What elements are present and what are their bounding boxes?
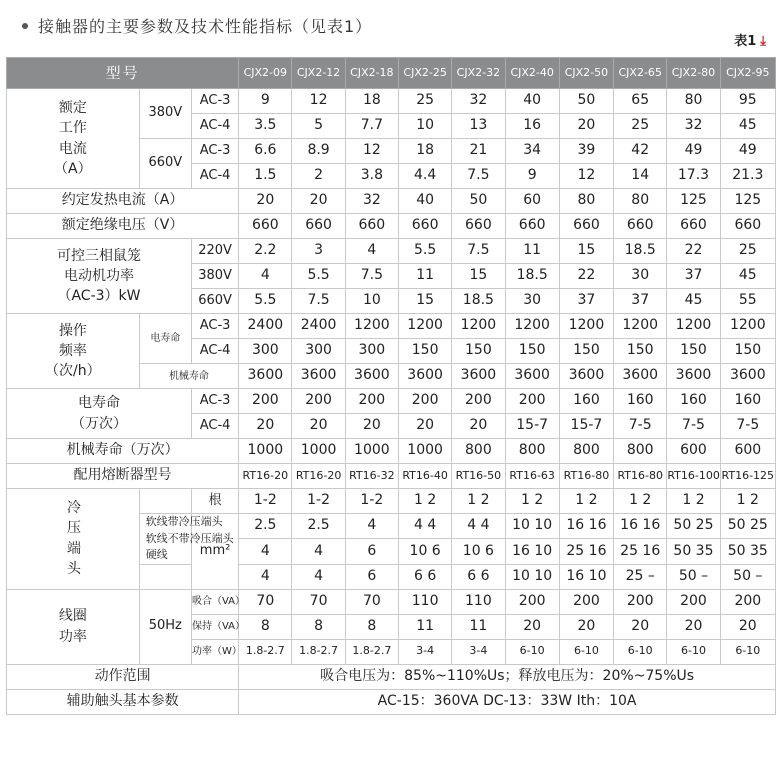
table-cell: 600 bbox=[667, 439, 720, 464]
table-cell: 45 bbox=[720, 264, 775, 289]
table-cell: 110 bbox=[398, 589, 451, 614]
table-cell: 20 bbox=[239, 414, 292, 439]
table-cell: 20 bbox=[505, 614, 559, 639]
table-cell: 1.8-2.7 bbox=[292, 639, 345, 664]
sub-label: 吸合（VA） bbox=[191, 589, 238, 614]
table-cell: 2.5 bbox=[239, 514, 292, 539]
freq-label: 50Hz bbox=[139, 589, 191, 664]
table-cell: RT16-80 bbox=[559, 464, 613, 489]
header-model: CJX2-40 bbox=[505, 58, 559, 89]
table-ref bbox=[734, 30, 766, 49]
table-cell: 3.5 bbox=[239, 114, 292, 139]
aux-contact-value: AC-15：360VA DC-13：33W Ith：10A bbox=[239, 689, 776, 714]
table-cell: 4 bbox=[239, 264, 292, 289]
table-cell: 2.5 bbox=[292, 514, 345, 539]
table-cell: 16 16 bbox=[559, 514, 613, 539]
ac-class-label: AC-4 bbox=[191, 339, 238, 364]
table-cell: 660 bbox=[505, 214, 559, 239]
table-cell: 20 bbox=[667, 614, 720, 639]
unit-label: mm² bbox=[191, 514, 238, 590]
table-cell: 42 bbox=[614, 139, 667, 164]
table-cell: 160 bbox=[667, 389, 720, 414]
table-cell: 7.7 bbox=[345, 114, 398, 139]
table-cell: 95 bbox=[720, 89, 775, 114]
table-cell: 200 bbox=[667, 589, 720, 614]
table-cell: 30 bbox=[614, 264, 667, 289]
table-cell: 5.5 bbox=[292, 264, 345, 289]
table-cell: 34 bbox=[505, 139, 559, 164]
ac-class-label: AC-3 bbox=[191, 89, 238, 114]
table-cell: 15-7 bbox=[505, 414, 559, 439]
table-cell: RT16-20 bbox=[292, 464, 345, 489]
table-cell: 50 – bbox=[667, 564, 720, 589]
page-title bbox=[22, 14, 372, 37]
table-cell: 22 bbox=[559, 264, 613, 289]
table-cell: 60 bbox=[505, 189, 559, 214]
spec-table bbox=[6, 57, 776, 715]
table-cell: 11 bbox=[452, 614, 505, 639]
table-cell: 6 6 bbox=[452, 564, 505, 589]
table-cell: 300 bbox=[292, 339, 345, 364]
table-row bbox=[7, 439, 776, 464]
table-cell: 800 bbox=[614, 439, 667, 464]
ac-class-label: AC-3 bbox=[191, 314, 238, 339]
rated-current-label: 额定 工作 电流 （A） bbox=[7, 89, 140, 189]
voltage-label: 220V bbox=[191, 239, 238, 264]
table-cell: 660 bbox=[292, 214, 345, 239]
row-label: 辅助触头基本参数 bbox=[7, 689, 239, 714]
table-cell: 150 bbox=[667, 339, 720, 364]
table-cell: 800 bbox=[505, 439, 559, 464]
table-cell: 1200 bbox=[452, 314, 505, 339]
table-row bbox=[7, 58, 776, 89]
table-cell: 150 bbox=[452, 339, 505, 364]
table-cell: 8 bbox=[345, 614, 398, 639]
table-cell: 6-10 bbox=[505, 639, 559, 664]
voltage-label: 380V bbox=[139, 89, 191, 139]
table-cell: 1 2 bbox=[452, 489, 505, 514]
table-cell: 1.5 bbox=[239, 164, 292, 189]
table-cell: 20 bbox=[398, 414, 451, 439]
bullet-dot bbox=[22, 23, 28, 29]
row-label: 配用熔断器型号 bbox=[7, 464, 239, 489]
table-cell: 4 bbox=[239, 564, 292, 589]
table-cell: 15 bbox=[452, 264, 505, 289]
header-model: CJX2-18 bbox=[345, 58, 398, 89]
table-cell: 160 bbox=[614, 389, 667, 414]
sub-label: 功率（W） bbox=[191, 639, 238, 664]
table-cell: 3600 bbox=[720, 364, 775, 389]
table-row bbox=[7, 664, 776, 689]
table-cell: 3600 bbox=[345, 364, 398, 389]
table-cell: 1200 bbox=[667, 314, 720, 339]
table-cell: 50 25 bbox=[667, 514, 720, 539]
coil-label: 线圈 功率 bbox=[7, 589, 140, 664]
table-cell: 3-4 bbox=[398, 639, 451, 664]
sub-label: 电寿命 bbox=[139, 314, 191, 364]
table-row bbox=[7, 89, 776, 114]
table-cell: RT16-80 bbox=[614, 464, 667, 489]
table-cell: 22 bbox=[667, 239, 720, 264]
table-cell: 10 bbox=[398, 114, 451, 139]
table-cell: 3600 bbox=[667, 364, 720, 389]
header-model: CJX2-12 bbox=[292, 58, 345, 89]
table-row bbox=[7, 464, 776, 489]
table-cell: 30 bbox=[505, 289, 559, 314]
table-cell: 6-10 bbox=[614, 639, 667, 664]
header-model-label: 型号 bbox=[7, 58, 239, 89]
table-cell: 15-7 bbox=[559, 414, 613, 439]
table-cell: 200 bbox=[505, 589, 559, 614]
table-cell: 8 bbox=[239, 614, 292, 639]
table-cell: 6-10 bbox=[559, 639, 613, 664]
table-cell: 49 bbox=[667, 139, 720, 164]
table-cell: 8 bbox=[292, 614, 345, 639]
table-cell: 3.8 bbox=[345, 164, 398, 189]
table-cell: 25 16 bbox=[559, 539, 613, 564]
table-cell: 32 bbox=[452, 89, 505, 114]
table-cell: 160 bbox=[559, 389, 613, 414]
table-cell bbox=[139, 489, 191, 514]
table-cell: 37 bbox=[559, 289, 613, 314]
table-cell: 10 10 bbox=[505, 514, 559, 539]
ac-class-label: AC-3 bbox=[191, 139, 238, 164]
table-cell: 15 bbox=[559, 239, 613, 264]
table-cell: 20 bbox=[559, 114, 613, 139]
table-cell: 20 bbox=[720, 614, 775, 639]
table-cell: 11 bbox=[505, 239, 559, 264]
table-cell: 200 bbox=[292, 389, 345, 414]
table-cell: 37 bbox=[667, 264, 720, 289]
elec-life-label: 电寿命 （万次） bbox=[7, 389, 192, 439]
table-cell: 4 bbox=[292, 539, 345, 564]
table-cell: 16 10 bbox=[559, 564, 613, 589]
header-model: CJX2-65 bbox=[614, 58, 667, 89]
table-cell: 25 bbox=[720, 239, 775, 264]
table-row bbox=[7, 239, 776, 264]
table-cell: 600 bbox=[720, 439, 775, 464]
ac-class-label: AC-4 bbox=[191, 114, 238, 139]
table-cell: 3600 bbox=[614, 364, 667, 389]
table-cell: 16 bbox=[505, 114, 559, 139]
table-row bbox=[7, 214, 776, 239]
table-cell: 800 bbox=[559, 439, 613, 464]
table-cell: 6 6 bbox=[398, 564, 451, 589]
table-cell: 125 bbox=[667, 189, 720, 214]
table-cell: 660 bbox=[720, 214, 775, 239]
table-cell: 1-2 bbox=[239, 489, 292, 514]
table-cell: 150 bbox=[398, 339, 451, 364]
table-cell: 50 25 bbox=[720, 514, 775, 539]
table-cell: 4 bbox=[345, 514, 398, 539]
table-cell: 50 bbox=[452, 189, 505, 214]
table-row bbox=[7, 489, 776, 514]
table-cell: 4 4 bbox=[398, 514, 451, 539]
table-cell: 2.2 bbox=[239, 239, 292, 264]
table-cell: 25 bbox=[614, 114, 667, 139]
table-cell: 10 bbox=[345, 289, 398, 314]
table-cell: 200 bbox=[398, 389, 451, 414]
table-cell: 6.6 bbox=[239, 139, 292, 164]
table-cell: 3600 bbox=[398, 364, 451, 389]
table-cell: 1200 bbox=[398, 314, 451, 339]
table-cell: RT16-125 bbox=[720, 464, 775, 489]
table-cell: 39 bbox=[559, 139, 613, 164]
table-cell: 660 bbox=[239, 214, 292, 239]
table-cell: 3 bbox=[292, 239, 345, 264]
table-cell: 1200 bbox=[559, 314, 613, 339]
table-cell: 40 bbox=[398, 189, 451, 214]
table-cell: 80 bbox=[614, 189, 667, 214]
motor-power-label: 可控三相鼠笼 电动机功率 （AC-3）kW bbox=[7, 239, 192, 314]
table-cell: 11 bbox=[398, 614, 451, 639]
table-cell: 1200 bbox=[720, 314, 775, 339]
table-cell: 2400 bbox=[292, 314, 345, 339]
table-cell: 7.5 bbox=[452, 164, 505, 189]
table-cell: 20 bbox=[559, 614, 613, 639]
action-range-value: 吸合电压为：85%~110%Us；释放电压为：20%~75%Us bbox=[239, 664, 776, 689]
table-cell: 1.8-2.7 bbox=[345, 639, 398, 664]
table-cell: 70 bbox=[239, 589, 292, 614]
table-cell: 6 bbox=[345, 539, 398, 564]
table-cell: 660 bbox=[559, 214, 613, 239]
table-cell: 12 bbox=[345, 139, 398, 164]
table-cell: 17.3 bbox=[667, 164, 720, 189]
table-cell: 50 – bbox=[720, 564, 775, 589]
table-cell: 1000 bbox=[239, 439, 292, 464]
table-cell: 32 bbox=[667, 114, 720, 139]
table-cell: 6 bbox=[345, 564, 398, 589]
table-cell: 300 bbox=[239, 339, 292, 364]
table-cell: 150 bbox=[505, 339, 559, 364]
table-cell: 37 bbox=[614, 289, 667, 314]
table-cell: 20 bbox=[452, 414, 505, 439]
sub-label: 机械寿命 bbox=[139, 364, 239, 389]
table-cell: 660 bbox=[345, 214, 398, 239]
header-model: CJX2-25 bbox=[398, 58, 451, 89]
table-cell: 1 2 bbox=[505, 489, 559, 514]
table-cell: RT16-32 bbox=[345, 464, 398, 489]
table-cell: 7.5 bbox=[345, 264, 398, 289]
table-cell: RT16-100 bbox=[667, 464, 720, 489]
table-cell: 1200 bbox=[345, 314, 398, 339]
table-cell: 40 bbox=[505, 89, 559, 114]
table-cell: 50 35 bbox=[720, 539, 775, 564]
table-cell: 1 2 bbox=[398, 489, 451, 514]
table-cell: 2 bbox=[292, 164, 345, 189]
table-cell: 25 – bbox=[614, 564, 667, 589]
table-cell: 7-5 bbox=[720, 414, 775, 439]
table-cell: 20 bbox=[292, 189, 345, 214]
table-cell: 1200 bbox=[614, 314, 667, 339]
table-cell: 65 bbox=[614, 89, 667, 114]
table-cell: 150 bbox=[720, 339, 775, 364]
table-cell: 3600 bbox=[452, 364, 505, 389]
table-cell: 5.5 bbox=[239, 289, 292, 314]
table-cell: 80 bbox=[559, 189, 613, 214]
table-cell: 1.8-2.7 bbox=[239, 639, 292, 664]
table-cell: RT16-50 bbox=[452, 464, 505, 489]
table-cell: 45 bbox=[720, 114, 775, 139]
table-cell: 18.5 bbox=[505, 264, 559, 289]
table-cell: 200 bbox=[559, 589, 613, 614]
table-cell: 150 bbox=[614, 339, 667, 364]
table-cell: 70 bbox=[292, 589, 345, 614]
table-cell: 200 bbox=[720, 589, 775, 614]
table-cell: 10 10 bbox=[505, 564, 559, 589]
table-cell: 18.5 bbox=[614, 239, 667, 264]
table-cell: 160 bbox=[720, 389, 775, 414]
table-cell: 6-10 bbox=[720, 639, 775, 664]
table-cell: 110 bbox=[452, 589, 505, 614]
table-cell: 11 bbox=[398, 264, 451, 289]
table-cell: 9 bbox=[505, 164, 559, 189]
table-cell: 49 bbox=[720, 139, 775, 164]
table-cell: 32 bbox=[345, 189, 398, 214]
ac-class-label: AC-3 bbox=[191, 389, 238, 414]
table-cell: 15 bbox=[398, 289, 451, 314]
table-cell: 10 6 bbox=[398, 539, 451, 564]
table-cell: 1 2 bbox=[720, 489, 775, 514]
table-cell: 80 bbox=[667, 89, 720, 114]
unit-label: 根 bbox=[191, 489, 238, 514]
table-row bbox=[7, 689, 776, 714]
table-cell: RT16-63 bbox=[505, 464, 559, 489]
row-label: 约定发热电流（A） bbox=[7, 189, 239, 214]
table-cell: 660 bbox=[614, 214, 667, 239]
table-cell: 16 16 bbox=[614, 514, 667, 539]
header-model: CJX2-80 bbox=[667, 58, 720, 89]
table-cell: 16 10 bbox=[505, 539, 559, 564]
header-model: CJX2-09 bbox=[239, 58, 292, 89]
ac-class-label: AC-4 bbox=[191, 164, 238, 189]
table-cell: 800 bbox=[452, 439, 505, 464]
table-cell: 7-5 bbox=[614, 414, 667, 439]
voltage-label: 380V bbox=[191, 264, 238, 289]
table-cell: 18 bbox=[345, 89, 398, 114]
table-cell: 1000 bbox=[292, 439, 345, 464]
table-cell: 25 bbox=[398, 89, 451, 114]
table-cell: 50 bbox=[559, 89, 613, 114]
table-cell: 660 bbox=[667, 214, 720, 239]
table-cell: 1-2 bbox=[292, 489, 345, 514]
table-cell: 55 bbox=[720, 289, 775, 314]
sub-label: 保持（VA） bbox=[191, 614, 238, 639]
table-cell: 2400 bbox=[239, 314, 292, 339]
table-cell: 660 bbox=[452, 214, 505, 239]
terminal-desc: 软线带冷压端头 软线不带冷压端头 硬线 bbox=[139, 514, 191, 565]
arrow-down-icon: ⤓ bbox=[760, 34, 766, 49]
table-cell: 3600 bbox=[505, 364, 559, 389]
table-cell: 50 35 bbox=[667, 539, 720, 564]
voltage-label: 660V bbox=[139, 139, 191, 189]
table-cell: 200 bbox=[614, 589, 667, 614]
table-cell: 4 bbox=[345, 239, 398, 264]
table-cell: 7-5 bbox=[667, 414, 720, 439]
header-model: CJX2-50 bbox=[559, 58, 613, 89]
table-cell: RT16-40 bbox=[398, 464, 451, 489]
row-label: 机械寿命（万次） bbox=[7, 439, 239, 464]
header-model: CJX2-95 bbox=[720, 58, 775, 89]
table-cell: 1 2 bbox=[559, 489, 613, 514]
op-freq-label: 操作 频率 （次/h） bbox=[7, 314, 140, 389]
table-cell: 200 bbox=[345, 389, 398, 414]
table-cell: 125 bbox=[720, 189, 775, 214]
table-cell: 300 bbox=[345, 339, 398, 364]
row-label: 动作范围 bbox=[7, 664, 239, 689]
voltage-label: 660V bbox=[191, 289, 238, 314]
table-cell: 3600 bbox=[559, 364, 613, 389]
table-cell: 200 bbox=[505, 389, 559, 414]
table-cell: 1-2 bbox=[345, 489, 398, 514]
table-row bbox=[7, 589, 776, 614]
table-cell: 20 bbox=[614, 614, 667, 639]
table-cell: 3-4 bbox=[452, 639, 505, 664]
ac-class-label: AC-4 bbox=[191, 414, 238, 439]
table-cell: 200 bbox=[239, 389, 292, 414]
table-cell bbox=[139, 564, 191, 589]
table-cell: 7.5 bbox=[452, 239, 505, 264]
table-cell: 1000 bbox=[398, 439, 451, 464]
table-row bbox=[7, 389, 776, 414]
table-cell: 18.5 bbox=[452, 289, 505, 314]
table-cell: 70 bbox=[345, 589, 398, 614]
table-cell: 18 bbox=[398, 139, 451, 164]
table-cell: 12 bbox=[559, 164, 613, 189]
row-label: 额定绝缘电压（V） bbox=[7, 214, 239, 239]
table-cell: 20 bbox=[345, 414, 398, 439]
table-cell: 14 bbox=[614, 164, 667, 189]
table-cell: 1 2 bbox=[667, 489, 720, 514]
table-cell: 20 bbox=[292, 414, 345, 439]
table-cell: 1200 bbox=[505, 314, 559, 339]
table-cell: 21 bbox=[452, 139, 505, 164]
table-cell: 4 bbox=[239, 539, 292, 564]
table-cell: 1000 bbox=[345, 439, 398, 464]
table-cell: 4 bbox=[292, 564, 345, 589]
table-cell: 12 bbox=[292, 89, 345, 114]
table-row bbox=[7, 189, 776, 214]
table-cell: 200 bbox=[452, 389, 505, 414]
table-cell: 150 bbox=[559, 339, 613, 364]
header-model: CJX2-32 bbox=[452, 58, 505, 89]
table-cell: 6-10 bbox=[667, 639, 720, 664]
table-cell: RT16-20 bbox=[239, 464, 292, 489]
table-cell: 21.3 bbox=[720, 164, 775, 189]
table-cell: 4.4 bbox=[398, 164, 451, 189]
table-cell: 660 bbox=[398, 214, 451, 239]
table-ref-label: 表1 bbox=[734, 34, 757, 49]
table-cell: 8.9 bbox=[292, 139, 345, 164]
table-cell: 9 bbox=[239, 89, 292, 114]
table-cell: 25 16 bbox=[614, 539, 667, 564]
table-cell: 3600 bbox=[239, 364, 292, 389]
table-cell: 5 bbox=[292, 114, 345, 139]
table-cell: 10 6 bbox=[452, 539, 505, 564]
table-cell: 1 2 bbox=[614, 489, 667, 514]
terminals-label: 冷 压 端 头 bbox=[7, 489, 140, 590]
table-row bbox=[7, 314, 776, 339]
table-cell: 20 bbox=[239, 189, 292, 214]
table-cell: 4 4 bbox=[452, 514, 505, 539]
table-cell: 5.5 bbox=[398, 239, 451, 264]
title-text: 接触器的主要参数及技术性能指标（见表1） bbox=[38, 17, 373, 36]
table-cell: 45 bbox=[667, 289, 720, 314]
table-cell: 13 bbox=[452, 114, 505, 139]
table-cell: 3600 bbox=[292, 364, 345, 389]
table-cell: 7.5 bbox=[292, 289, 345, 314]
